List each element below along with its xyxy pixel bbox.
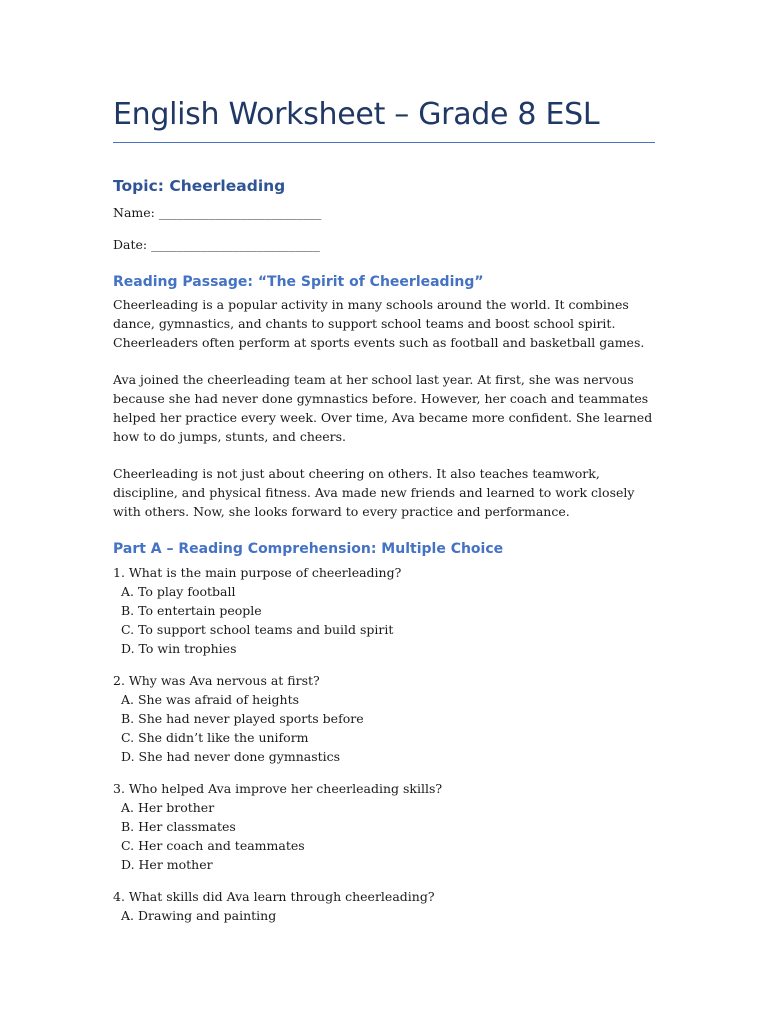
- passage-paragraph-2: Ava joined the cheerleading team at her school last year. At first, she was nervous because she had never done gymnastics before. However, her coach and teammates helped her practice every week. Over time, Ava became more confident. She learned how to do jumps, stunts, and cheers.: [113, 372, 653, 444]
- question-3: [113, 779, 655, 874]
- answer-option: A. Drawing and painting: [121, 908, 277, 923]
- answer-option: D. Her mother: [121, 857, 213, 872]
- answer-option: B. Her classmates: [121, 819, 236, 834]
- question-text: 1. What is the main purpose of cheerleading?: [113, 565, 402, 580]
- answer-option: C. Her coach and teammates: [121, 838, 305, 853]
- name-field: Name: __________________________: [113, 205, 322, 220]
- question-text: 2. Why was Ava nervous at first?: [113, 673, 320, 688]
- question-1: [113, 563, 655, 658]
- document-title: English Worksheet – Grade 8 ESL: [113, 94, 655, 143]
- part-a-heading: Part A – Reading Comprehension: Multiple Choice: [113, 541, 504, 557]
- answer-option: C. She didn’t like the uniform: [121, 730, 309, 745]
- answer-option: C. To support school teams and build spirit: [121, 622, 394, 637]
- reading-passage: [113, 295, 655, 521]
- question-2: [113, 671, 655, 766]
- answer-option: D. She had never done gymnastics: [121, 749, 341, 764]
- answer-option: A. She was afraid of heights: [121, 692, 300, 707]
- answer-option: B. To entertain people: [121, 603, 262, 618]
- topic-heading: Topic: Cheerleading: [113, 177, 286, 195]
- answer-option: A. To play football: [121, 584, 236, 599]
- answer-option: D. To win trophies: [121, 641, 237, 656]
- answer-option: B. She had never played sports before: [121, 711, 364, 726]
- reading-passage-heading: Reading Passage: “The Spirit of Cheerleading”: [113, 274, 484, 290]
- question-text: 4. What skills did Ava learn through cheerleading?: [113, 889, 435, 904]
- passage-paragraph-3: Cheerleading is not just about cheering on others. It also teaches teamwork, discipline, and physical fitness. Ava made new friends and learned to work closely with others. Now, she looks forward to every practice and performance.: [113, 466, 635, 519]
- question-text: 3. Who helped Ava improve her cheerleading skills?: [113, 781, 443, 796]
- question-4: [113, 887, 655, 925]
- passage-paragraph-1: Cheerleading is a popular activity in many schools around the world. It combines dance, gymnastics, and chants to support school teams and boost school spirit. Cheerleaders often perform at sports events such as football and basketball games.: [113, 297, 645, 350]
- date-field: Date: ___________________________: [113, 237, 320, 252]
- question-list: [113, 563, 655, 925]
- answer-option: A. Her brother: [121, 800, 215, 815]
